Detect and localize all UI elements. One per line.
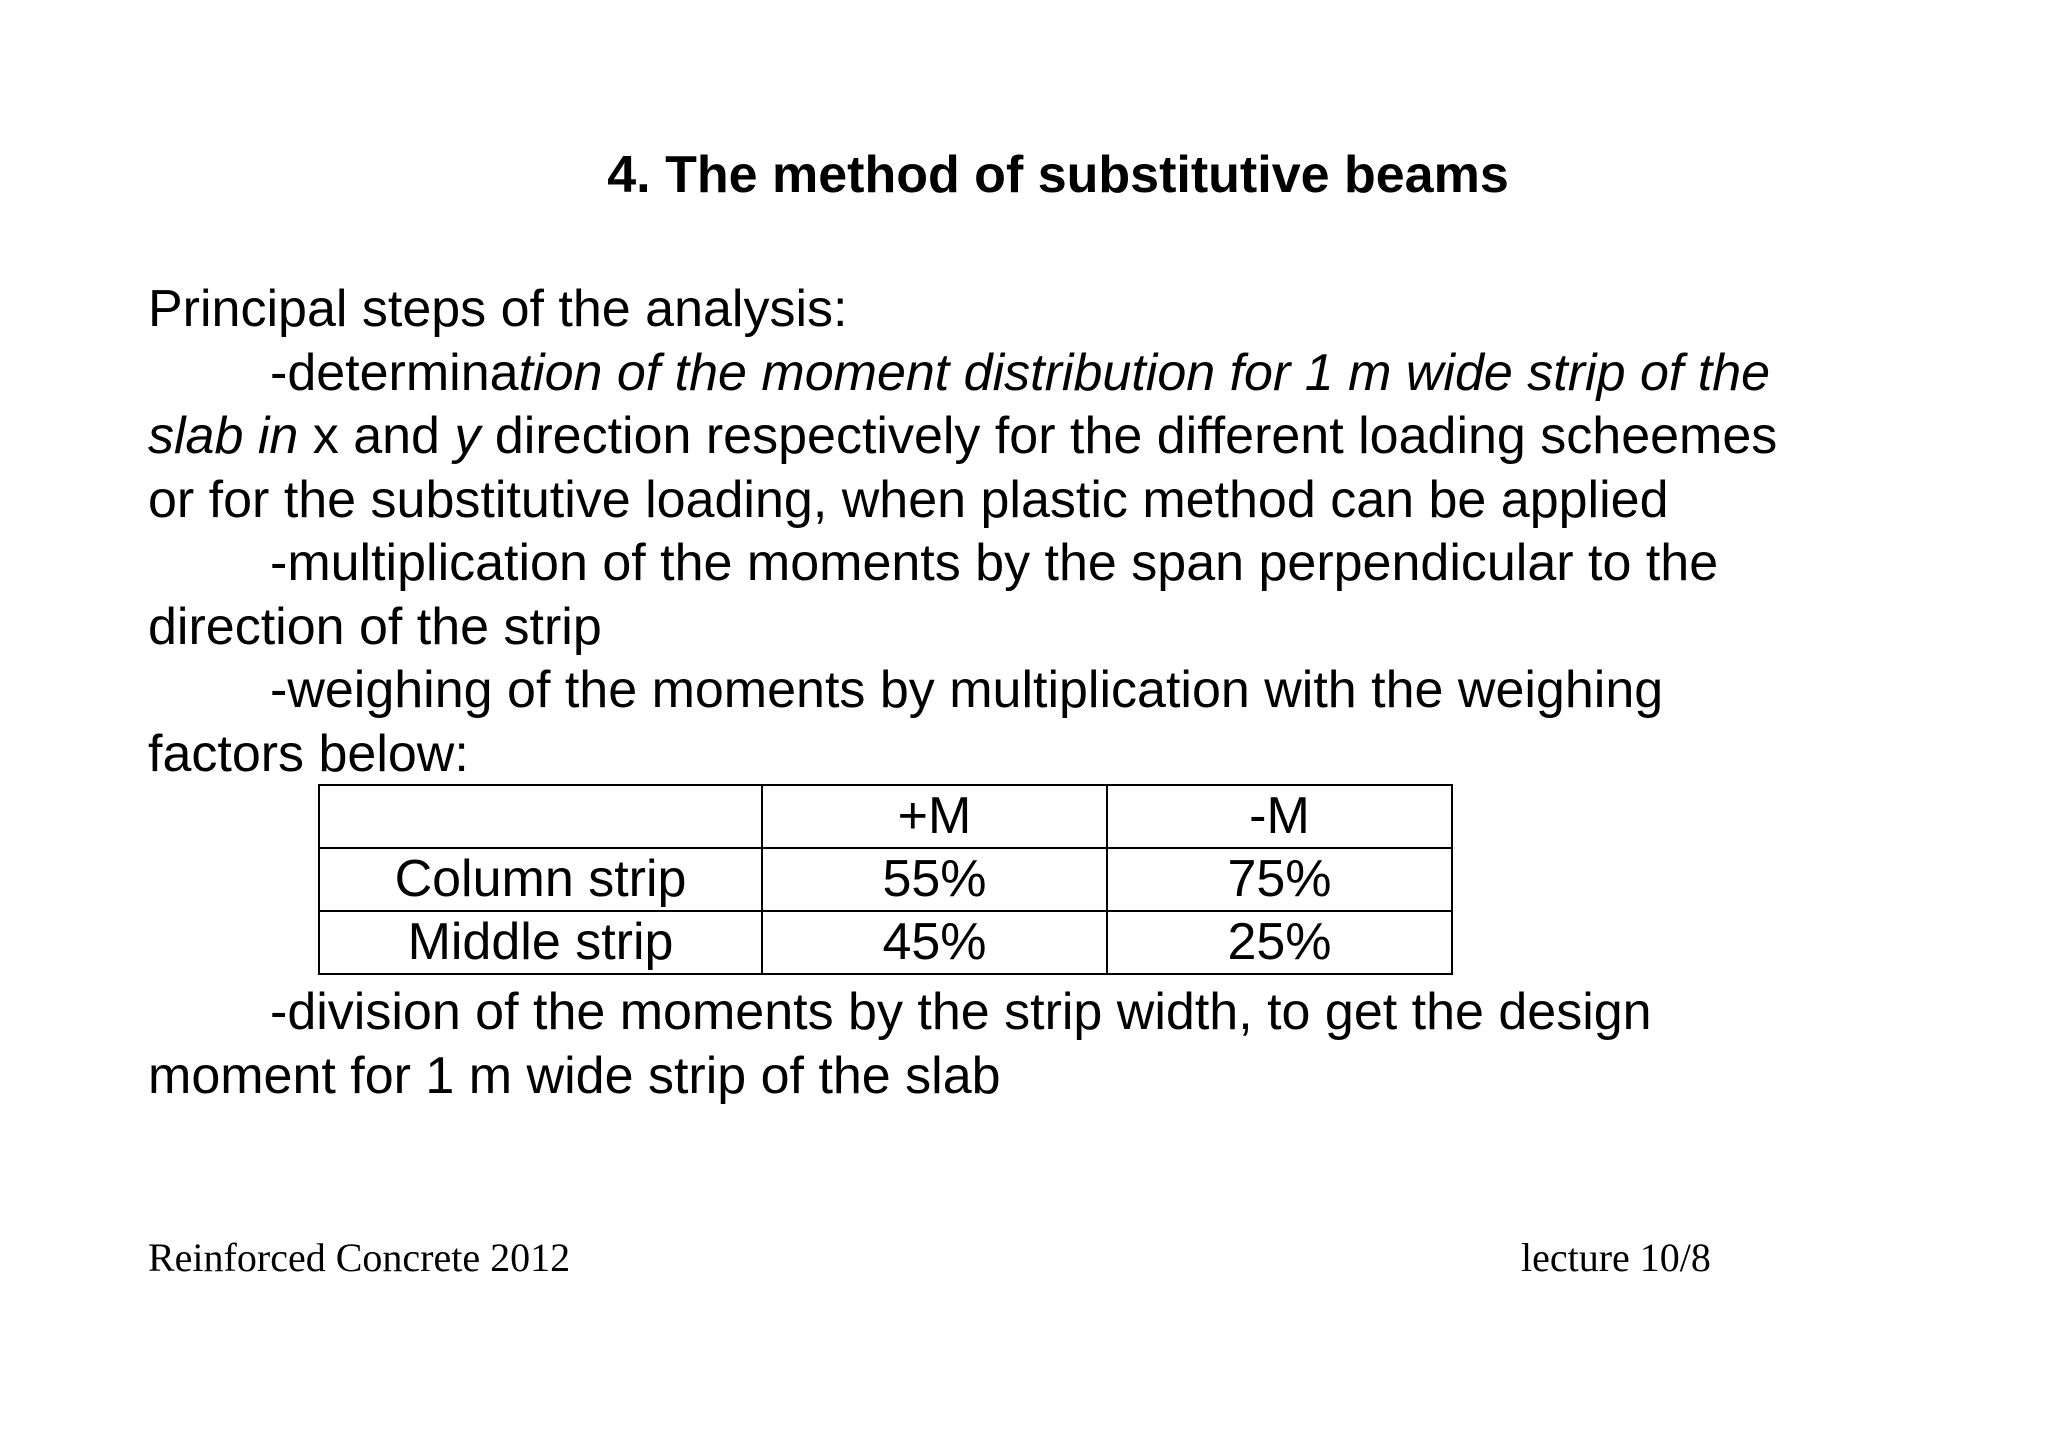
table-header-cell <box>319 785 762 848</box>
footer-page-number: lecture 10/8 <box>1521 1235 1711 1280</box>
footer-course: Reinforced Concrete 2012 <box>148 1235 571 1280</box>
step-1-line-3: or for the substitutive loading, when plastic method can be applied <box>148 470 1669 529</box>
step-1-plain: -determina <box>270 343 519 402</box>
step-1-y: y <box>454 407 481 465</box>
step-1-rest: direction respectively for the different loading scheemes <box>480 407 1778 465</box>
step-3-line-2: factors below: <box>148 724 469 783</box>
step-3-line-1: -weighing of the moments by multiplication with the weighing <box>270 661 1664 719</box>
table-row <box>319 848 1452 911</box>
step-1-x-and: x and <box>298 407 455 465</box>
table-cell: 55% <box>762 848 1107 911</box>
step-2-line-1: -multiplication of the moments by the span perpendicular to the <box>270 534 1719 592</box>
table-header-cell: -M <box>1107 785 1452 848</box>
table-cell: Middle strip <box>319 911 762 974</box>
table-cell: Column strip <box>319 848 762 911</box>
step-4-line-1: -division of the moments by the strip width, to get the design <box>270 983 1652 1041</box>
table-row <box>319 911 1452 974</box>
step-4-line-2: moment for 1 m wide strip of the slab <box>148 1046 1001 1105</box>
analysis-steps-continued <box>148 981 1968 1108</box>
table-cell: 75% <box>1107 848 1452 911</box>
step-2-line-2: direction of the strip <box>148 597 602 656</box>
step-1-slab-in: slab in <box>148 407 299 465</box>
step-1-line-1 <box>148 342 1968 406</box>
page-title: 4. The method of substitutive beams <box>607 146 1509 204</box>
analysis-steps <box>148 278 1968 786</box>
table-cell: 25% <box>1107 911 1452 974</box>
intro-text: Principal steps of the analysis: <box>148 280 848 338</box>
table-header-cell: +M <box>762 785 1107 848</box>
weighing-factors-table <box>318 784 1453 975</box>
table-cell: 45% <box>762 911 1107 974</box>
step-1-line-2 <box>148 405 1968 469</box>
step-1-italic: tion of the moment distribution for 1 m wide strip of the <box>518 343 1771 402</box>
table-header-row <box>319 785 1452 848</box>
